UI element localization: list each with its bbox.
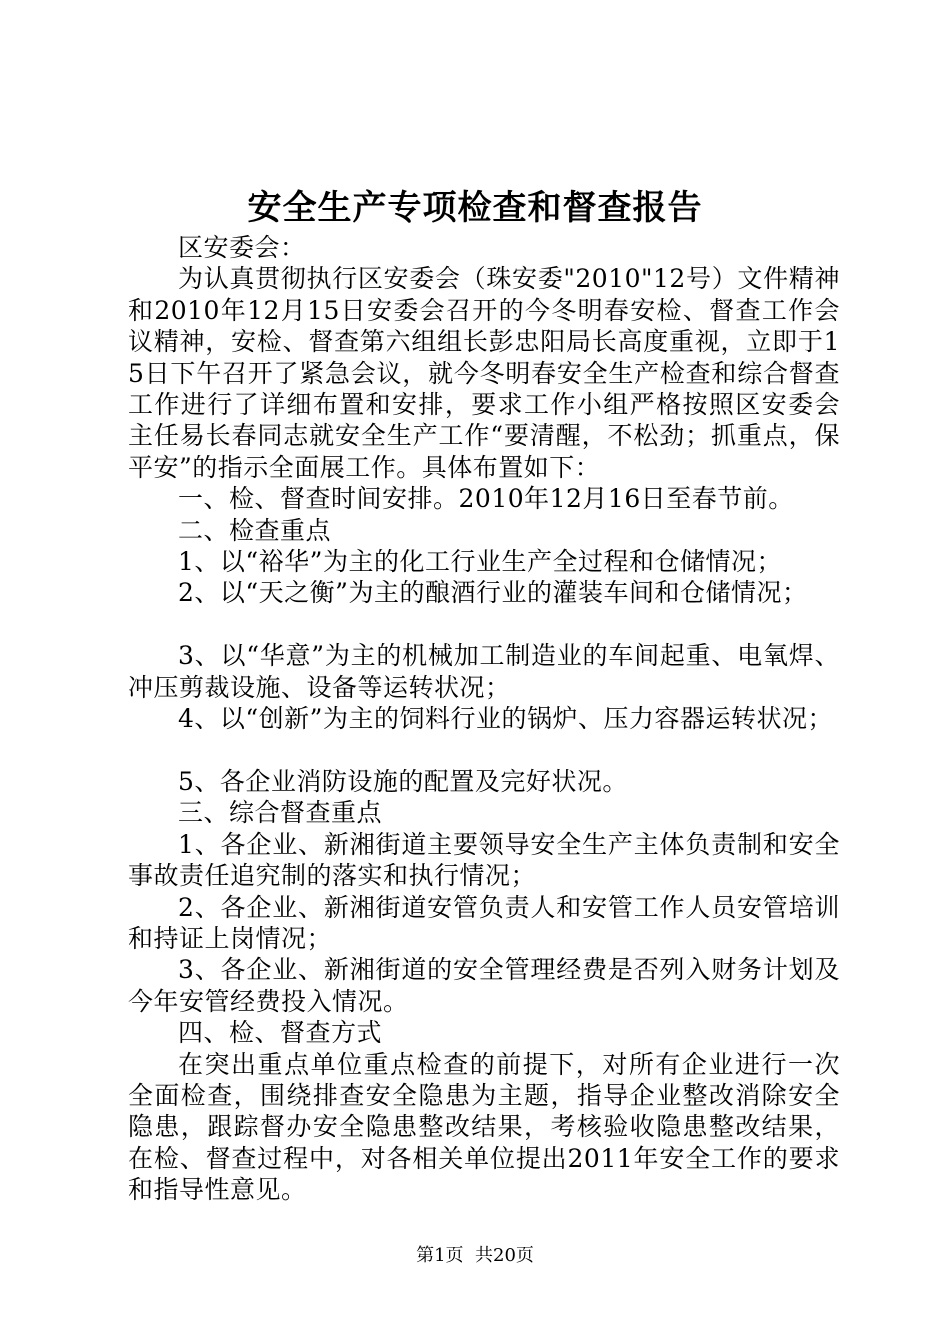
- salutation: 区安委会：: [178, 233, 306, 262]
- page-footer: [0, 1244, 950, 1268]
- paragraph-intro: 为认真贯彻执行区安委会（珠安委"2010"12号）文件精神和2010年12月15日安委会召开的今冬明春安检、督查工作会议精神，安检、督查第六组组长彭忠阳局长高度重视，立即于15日下午召开了紧急会议，就今冬明春安全生产检查和综合督查工作进行了详细布置和安排，要求工作小组严格按照区安委会主任易长春同志就安全生产工作“要清醒，不松劲；抓重点，保平安”的指示全面展工作。具体布置如下：: [128, 264, 840, 482]
- paragraph-section-1: 一、检、督查时间安排。2010年12月16日至春节前。: [178, 484, 794, 514]
- paragraph-section-4-heading: 四、检、督查方式: [178, 1018, 383, 1048]
- document-body: [128, 232, 840, 1206]
- paragraph-section-3-heading: 三、综合督查重点: [178, 798, 383, 828]
- document-title: 安全生产专项检查和督查报告: [247, 188, 703, 228]
- blank-line: [128, 734, 840, 765]
- paragraph-section-2-heading: 二、检查重点: [178, 515, 332, 545]
- paragraph-section-4-body: 在突出重点单位重点检查的前提下，对所有企业进行一次全面检查，围绕排查安全隐患为主题，指导企业整改消除安全隐患，跟踪督办安全隐患整改结果，考核验收隐患整改结果，在检、督查过程中，对各相关单位提出2011年安全工作的要求和指导性意见。: [128, 1049, 840, 1205]
- paragraph-item-3-3: 3、各企业、新湘街道的安全管理经费是否列入财务计划及今年安管经费投入情况。: [128, 955, 840, 1016]
- paragraph-item-3-2: 2、各企业、新湘街道安管负责人和安管工作人员安管培训和持证上岗情况；: [128, 892, 840, 953]
- paragraph-item-2-3: 3、以“华意”为主的机械加工制造业的车间起重、电氧焊、冲压剪裁设施、设备等运转状况；: [128, 641, 840, 702]
- paragraph-item-2-2: 2、以“天之衡”为主的酿酒行业的灌装车间和仓储情况；: [178, 578, 808, 608]
- paragraph-item-2-4: 4、以“创新”为主的饲料行业的锅炉、压力容器运转状况；: [178, 704, 833, 734]
- paragraph-item-2-5: 5、各企业消防设施的配置及完好状况。: [178, 766, 628, 796]
- paragraph-item-3-1: 1、各企业、新湘街道主要领导安全生产主体负责制和安全事故责任追究制的落实和执行情况；: [128, 829, 840, 891]
- blank-line: [128, 609, 840, 640]
- paragraph-item-2-1: 1、以“裕华”为主的化工行业生产全过程和仓储情况；: [178, 547, 782, 577]
- page-number: 第1页 共20页: [416, 1245, 534, 1266]
